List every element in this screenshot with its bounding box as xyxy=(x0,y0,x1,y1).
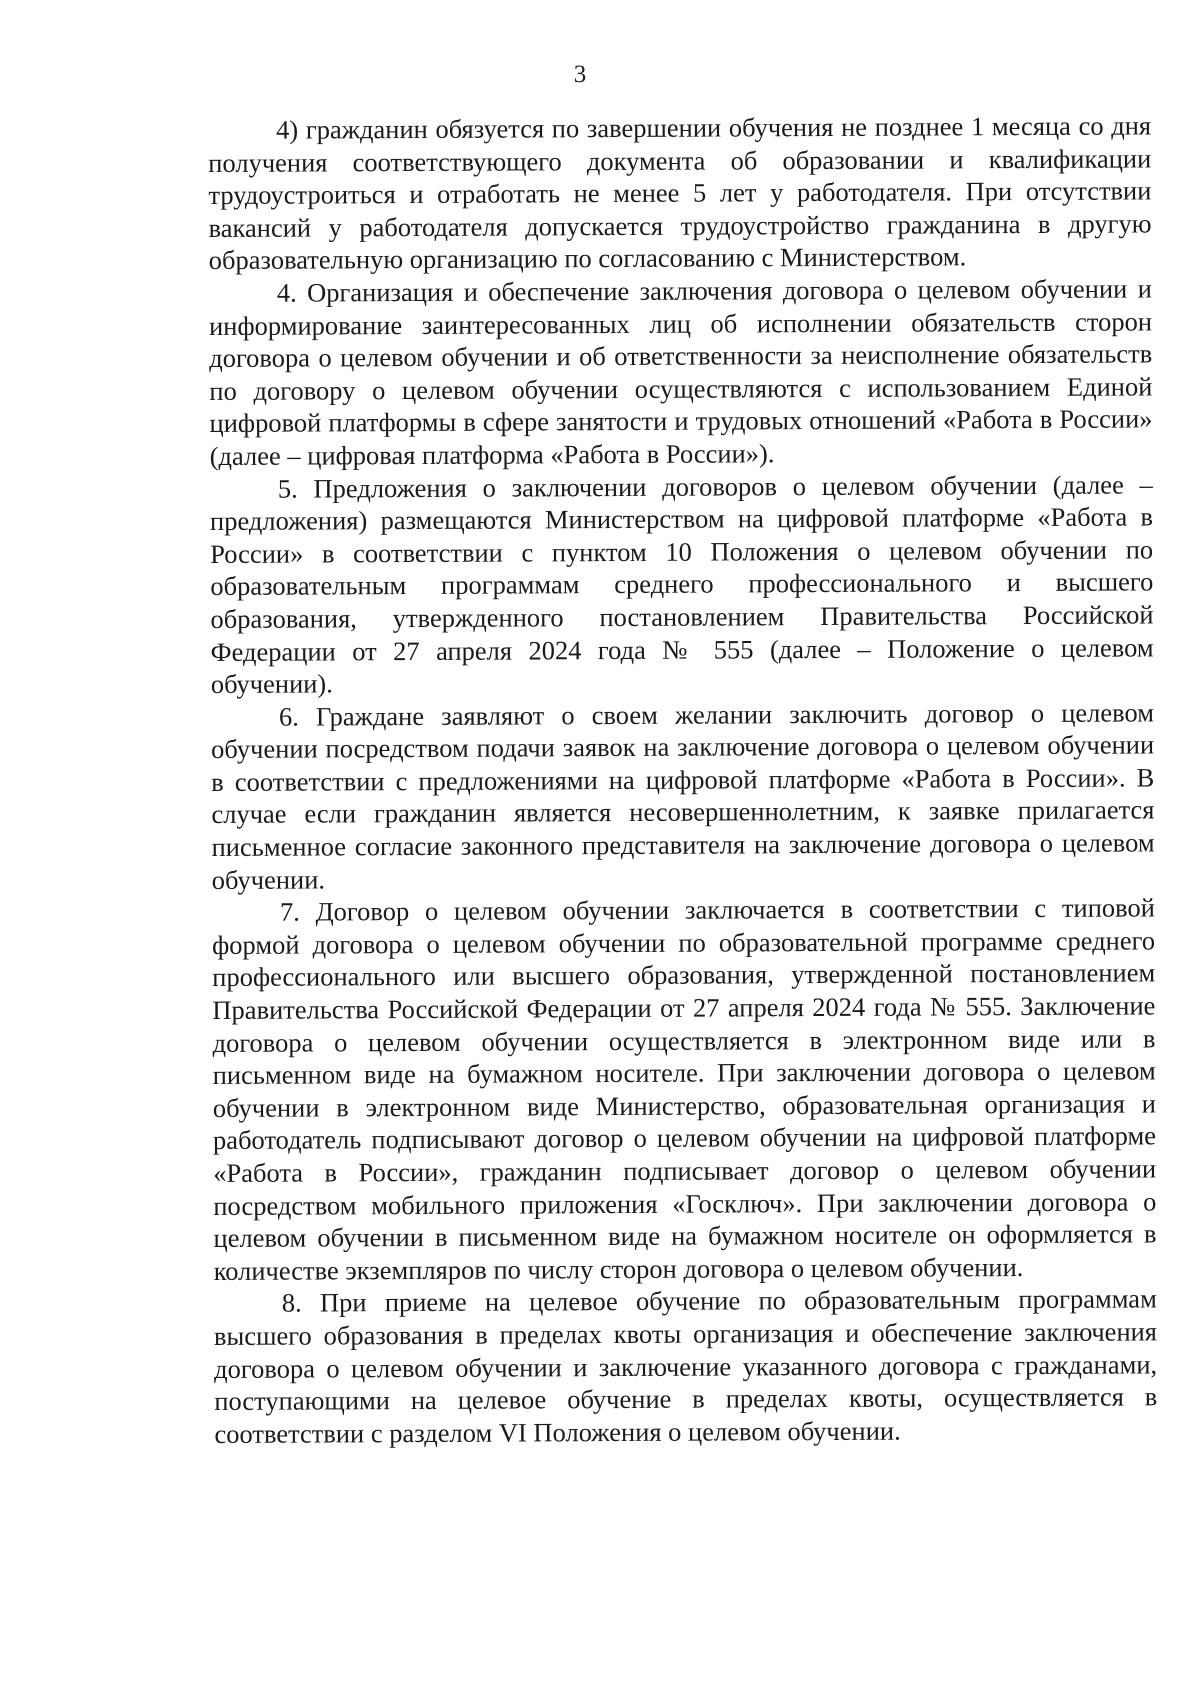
page-number: 3 xyxy=(573,61,587,88)
paragraph-item-5: 5. Предложения о заключении договоров о целевом обучении (далее – предложения) размещаются Министерством на цифровой платформе «Работа в России» в соответствии с пунктом 10 Положения о целевом обучении по образовательным программам среднего профессионального и высшего образования, утвержденного постановлением Правительства Российской Федерации от 27 апреля 2024 года № 555 (далее – Положение о целевом обучении). xyxy=(209,468,1154,700)
paragraph-item-8: 8. При приеме на целевое обучение по образовательным программам высшего образования в пределах квоты организация и обеспечение заключения договора о целевом обучении и заключение указанного договора с гражданами, поступающими на целевое обучение в пределах квоты, осуществляется в соответствии с разделом VI Положения о целевом обучении. xyxy=(213,1283,1158,1449)
document-body xyxy=(208,109,1158,1450)
paragraph-item-7: 7. Договор о целевом обучении заключается в соответствии с типовой формой договора о целевом обучении по образовательной программе среднего профессионального или высшего образования, утвержденной постановлением Правительства Российской Федерации от 27 апреля 2024 года № 555. Заключение договора о целевом обучении осуществляется в электронном виде или в письменном виде на бумажном носителе. При заключении договора о целевом обучении в электронном виде Министерство, образовательная организация и работодатель подписывают договор о целевом обучении на цифровой платформе «Работа в России», гражданин подписывает договор о целевом обучении посредством мобильного приложения «Госключ». При заключении договора о целевом обучении в письменном виде на бумажном носителе он оформляется в количестве экземпляров по числу сторон договора о целевом обучении. xyxy=(211,892,1157,1286)
paragraph-item-6: 6. Граждане заявляют о своем желании заключить договор о целевом обучении посредством подачи заявок на заключение договора о целевом обучении в соответствии с предложениями на цифровой платформе «Работа в России». В случае если гражданин является несовершеннолетним, к заявке прилагается письменное согласие законного представителя на заключение договора о целевом обучении. xyxy=(211,697,1155,895)
paragraph-item-4: 4. Организация и обеспечение заключения договора о целевом обучении и информирование заинтересованных лиц об исполнении обязательств сторон договора о целевом обучении и об ответственности за неисполнение обязательств по договору о целевом обучении осуществляются с использованием Единой цифровой платформы в сфере занятости и трудовых отношений «Работа в России» (далее – цифровая платформа «Работа в России»). xyxy=(208,273,1153,471)
paragraph-subitem-4: 4) гражданин обязуется по завершении обучения не позднее 1 месяца со дня получения соответствующего документа об образовании и квалификации трудоустроиться и отработать не менее 5 лет у работодателя. При отсутствии вакансий у работодателя допускается трудоустройство гражданина в другую образовательную организацию по согласованию с Министерством. xyxy=(208,110,1152,276)
